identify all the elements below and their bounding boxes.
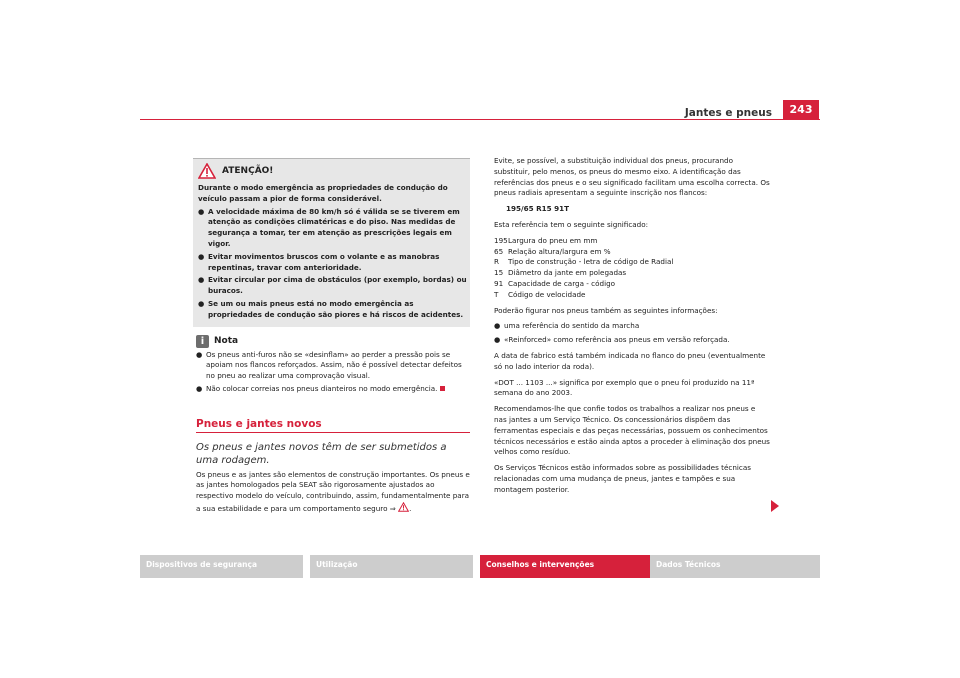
note-bullet [196,384,470,397]
warning-bullet [198,275,467,299]
footer-tab-technical-data[interactable]: Dados Técnicos [650,555,820,578]
note-bullet-text-span: Não colocar correias nos pneus dianteiros no modo emergência. [206,383,438,393]
section-body: Os pneus e as jantes são elementos de construção importantes. Os pneus e as jantes homologados pela SEAT são rigorosamente ajustados ao respectivo modelo do veículo, contribuindo, assim, fundamentalmente para a sua estabilidade e para um comportamento seguro ⇒ . [196,469,470,513]
note-bullet-text: Os pneus anti-furos não se «desinflam» ao perder a pressão pois se apoiam nos flancos reforçados. Assim, não é possível detectar defeitos no pneu ao realizar uma comprovação visual. [206,349,462,381]
info-bullet-text: «Reinforced» como referência aos pneus em versão reforçada. [504,335,730,345]
warning-bullet-text: Se um ou mais pneus está no modo emergência as propriedades de condução são piores e há riscos de acidentes. [208,298,464,319]
right-column [494,156,770,501]
code-key: 195 [494,235,508,245]
code-list [494,236,770,301]
bullet-icon: ● [198,298,205,308]
header-rule [140,119,820,120]
end-marker-icon [440,386,445,391]
note-header [196,335,470,348]
paragraph: A data de fabrico está também indicada no flanco do pneu (eventualmente só no lado interior da roda). [494,350,766,371]
bullet-icon: ● [494,321,501,331]
warning-header [198,162,467,180]
note-icon: i [196,335,209,348]
bullet-icon: ● [198,251,205,261]
bullet-icon: ● [198,206,205,216]
code-value: Diâmetro da jante em polegadas [508,268,627,278]
tyre-code: 195/65 R15 91T [506,204,570,214]
paragraph: Poderão figurar nos pneus também as seguintes informações: [494,305,718,315]
code-value: Código de velocidade [508,289,586,299]
code-key: 91 [494,278,504,288]
warning-title: ATENÇÃO! [222,165,274,176]
section-body-text: Os pneus e as jantes são elementos de construção importantes. Os pneus e as jantes homologados pela SEAT são rigorosamente ajustados ao respectivo modelo do veículo, contribuindo, assim, fundamentalmente para a sua estabilidade e para um comportamento seguro ⇒ [196,469,470,513]
footer-tab-usage[interactable]: Utilização [310,555,473,578]
bullet-icon: ● [198,275,205,285]
paragraph: Os Serviços Técnicos estão informados sobre as possibilidades técnicas relacionadas com uma mudança de pneus, jantes e tampões e sua montagem posterior. [494,463,751,494]
warning-bullet [198,207,467,252]
code-key: 65 [494,246,504,256]
next-page-arrow-icon[interactable] [770,500,780,512]
warning-intro: Durante o modo emergência as propriedades de condução do veículo passam a pior de forma considerável. [198,183,448,203]
warning-bullet-text: Evitar circular por cima de obstáculos (por exemplo, bordas) ou buracos. [208,275,467,296]
code-value: Relação altura/largura em % [508,246,611,256]
code-row [494,290,770,301]
paragraph: Evite, se possível, a substituição individual dos pneus, procurando substituir, pelo menos, os pneus do mesmo eixo. A identificação das referências dos pneus e o seu significado facilitam uma escolha correcta. Os pneus radiais apresentam a seguinte inscrição nos flancos: [494,156,770,198]
info-bullet [494,321,770,335]
bullet-icon: ● [196,383,203,393]
footer-tab-advice[interactable]: Conselhos e intervenções [480,555,650,578]
warning-link-icon[interactable] [398,502,409,512]
paragraph: Recomendamos-lhe que confie todos os trabalhos a realizar nos pneus e nas jantes a um Serviço Técnico. Os concessionários dispõem das ferramentas especiais e das peças necessárias, possuem os conhecimentos técnicos necessários e estão ainda aptos a proceder à eliminação dos pneus velhos como resíduo. [494,404,770,457]
code-row [494,236,770,247]
warning-triangle-icon [198,163,216,179]
paragraph: «DOT ... 1103 ...» significa por exemplo que o pneu foi produzido na 11ª semana do ano 2003. [494,377,755,398]
warning-bullet-text: Evitar movimentos bruscos com o volante e as manobras repentinas, travar com anterioridade. [208,251,440,272]
warning-bullet [198,252,467,276]
code-key: R [494,257,499,267]
warning-bullet [198,299,467,323]
section-subtitle: Os pneus e jantes novos têm de ser submetidos a uma rodagem. [196,441,447,466]
note-title: Nota [214,335,239,346]
bullet-icon: ● [196,349,203,359]
code-row [494,247,770,258]
code-row [494,268,770,279]
code-key: T [494,289,499,299]
chapter-title: Jantes e pneus [684,107,772,119]
code-value: Largura do pneu em mm [508,235,598,245]
section-title: Pneus e jantes novos [196,419,470,433]
note-bullet [196,350,470,384]
code-row [494,257,770,268]
page-number: 243 [783,100,819,120]
footer-tab-safety[interactable]: Dispositivos de segurança [140,555,303,578]
warning-box [193,158,470,327]
code-key: 15 [494,268,504,278]
info-bullet [494,335,770,351]
note-bullet-text [206,384,445,395]
bullet-icon: ● [494,335,501,345]
info-bullet-text: uma referência do sentido da marcha [504,321,640,331]
code-row [494,279,770,290]
warning-bullet-text: A velocidade máxima de 80 km/h só é válida se se tiverem em atenção as condições climatéricas e do piso. Nas medidas de segurança a tomar, ter em atenção as prescrições legais em vigor. [208,206,460,248]
paragraph: Esta referência tem o seguinte significado: [494,219,649,229]
note-box [196,335,470,397]
code-value: Capacidade de carga - código [508,278,616,288]
left-column [196,158,470,520]
code-value: Tipo de construção - letra de código de Radial [508,257,674,267]
